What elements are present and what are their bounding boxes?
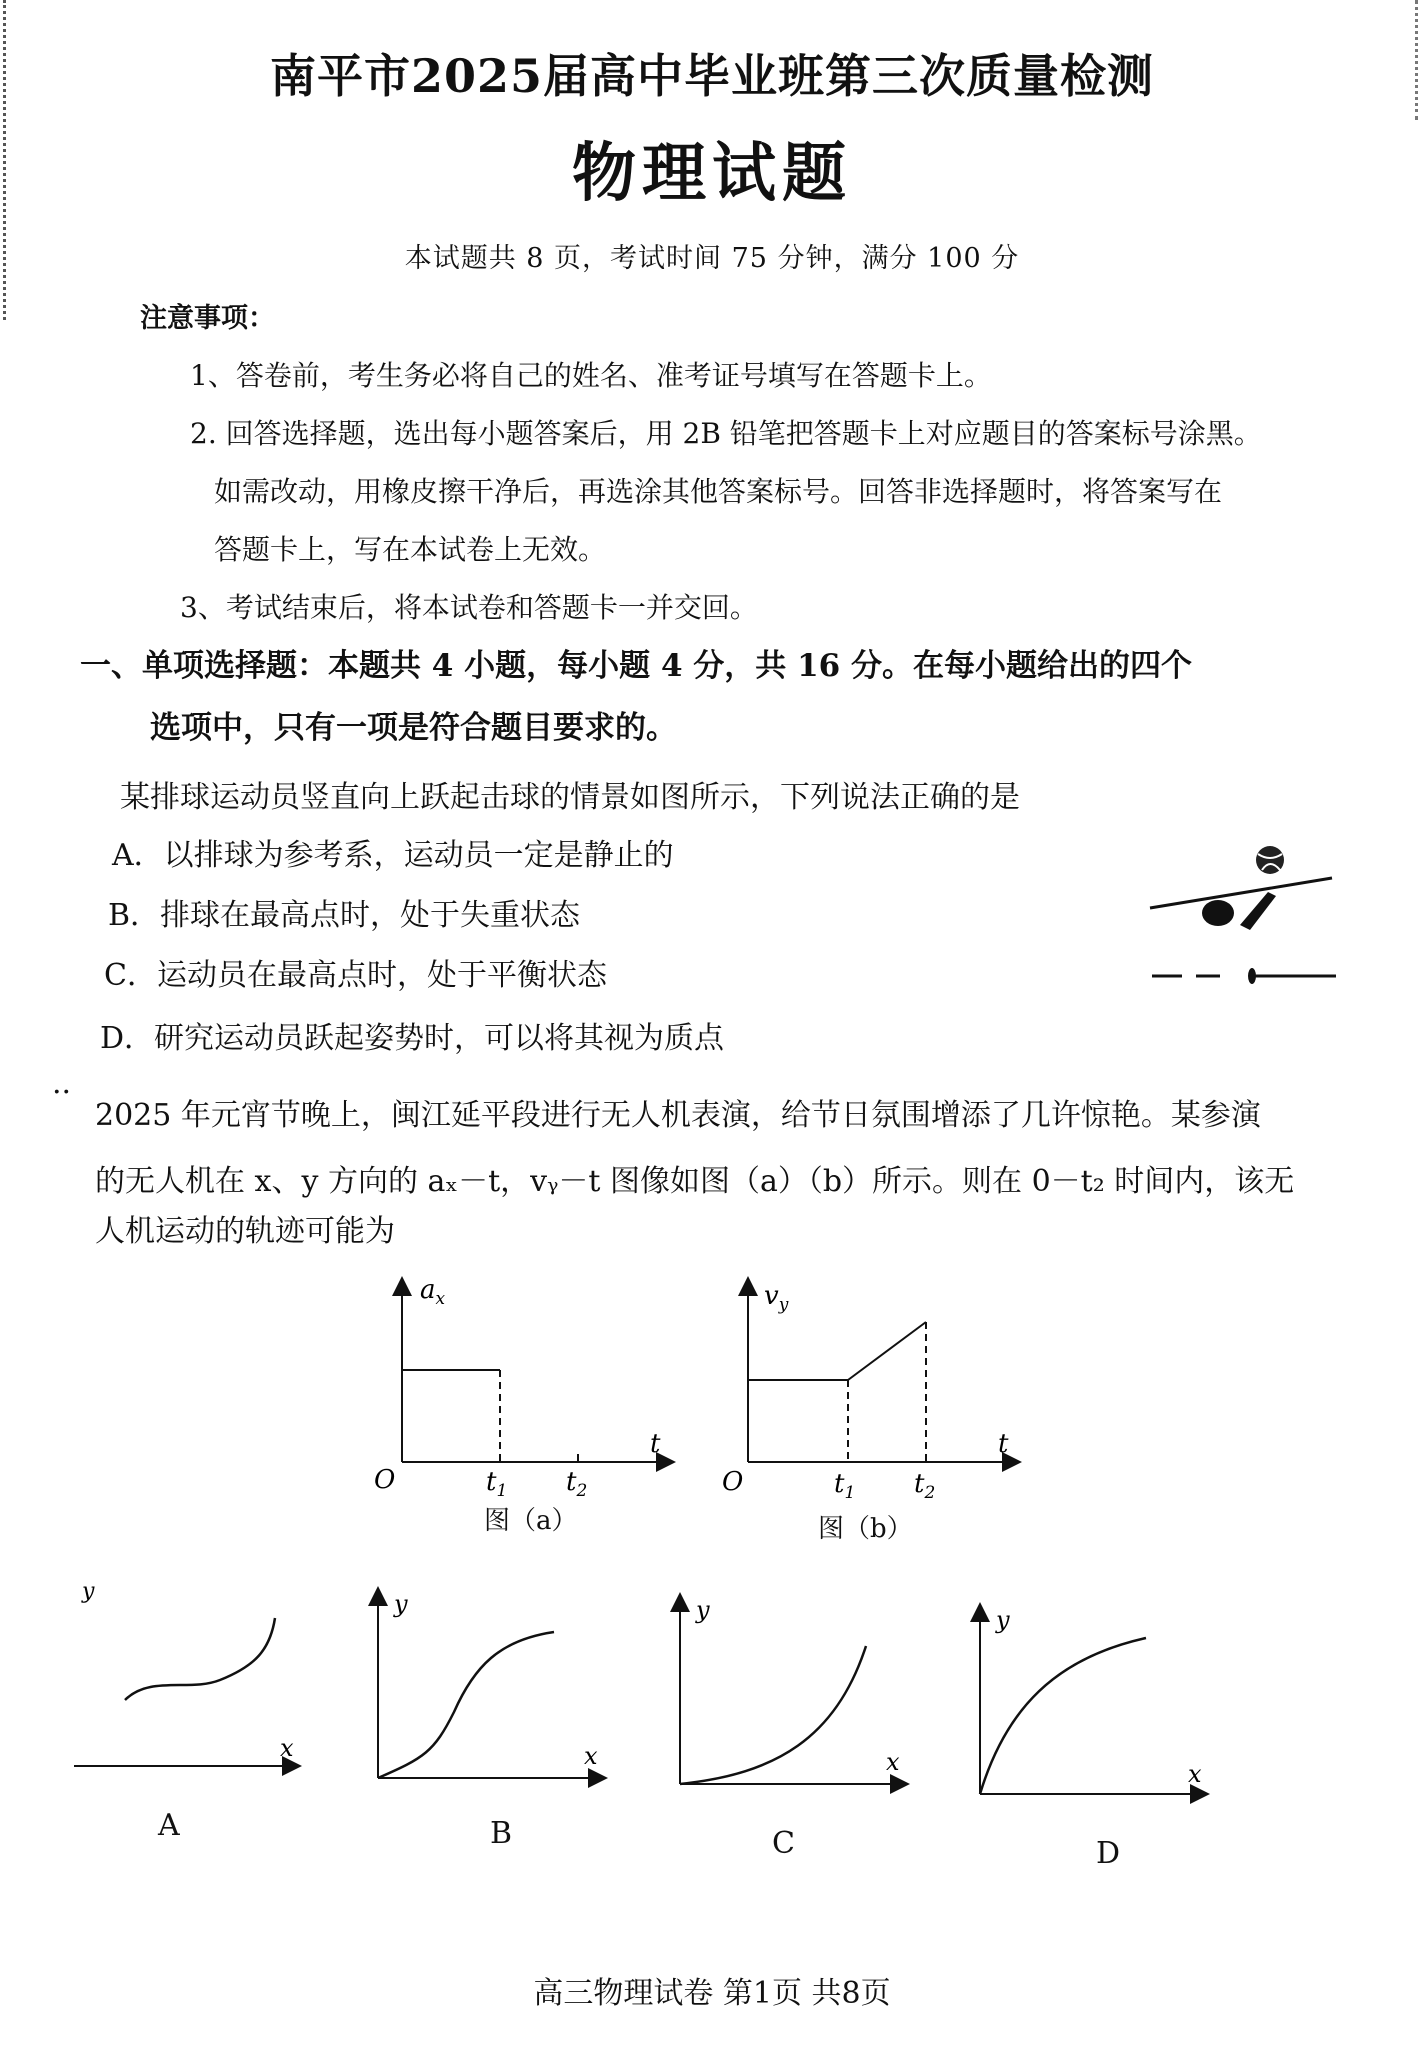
- y-axis-label: y: [696, 1596, 710, 1624]
- t1-label: $t_1$: [486, 1467, 508, 1501]
- q2-number-dots: ..: [52, 1066, 72, 1101]
- t2-label: $t_2$: [914, 1469, 936, 1503]
- trajectory-curve: [980, 1638, 1146, 1794]
- page-footer: 高三物理试卷 第1页 共8页: [533, 1976, 891, 2011]
- y-axis-label: y: [394, 1590, 408, 1618]
- origin-label: O: [722, 1467, 744, 1497]
- note-item: 2. 回答选择题，选出每小题答案后，用 2B 铅笔把答题卡上对应题目的答案标号涂黑。: [190, 417, 1262, 450]
- origin-label: O: [374, 1465, 396, 1495]
- player-foot: [1248, 968, 1256, 984]
- t2-label: $t_2$: [566, 1467, 588, 1501]
- choice-b-graph: [364, 1582, 614, 1792]
- exam-info: 本试题共 8 页，考试时间 75 分钟，满分 100 分: [404, 243, 1020, 274]
- choice-d-label: D: [1096, 1836, 1121, 1871]
- choice-d-graph: [966, 1598, 1216, 1808]
- y-axis-label: y: [82, 1579, 95, 1604]
- x-axis-label: t: [650, 1429, 661, 1459]
- trajectory-curve: [680, 1646, 866, 1784]
- trajectory-curve: [378, 1632, 554, 1778]
- figure-a-caption: 图（a）: [484, 1506, 578, 1536]
- section-heading-line1: 一、单项选择题：本题共 4 小题，每小题 4 分，共 16 分。在每小题给出的四个: [80, 648, 1193, 684]
- choice-c-label: C: [772, 1826, 795, 1861]
- figure-b-caption: 图（b）: [818, 1514, 913, 1544]
- figure-b-graph: [716, 1270, 1036, 1503]
- subject-title: 物理试题: [572, 136, 852, 211]
- net-line: [1150, 878, 1332, 908]
- section-heading-line2: 选项中，只有一项是符合题目要求的。: [150, 710, 677, 746]
- q1-option-d: D．研究运动员跃起姿势时，可以将其视为质点: [100, 1021, 725, 1056]
- note-item: 3、考试结束后，将本试卷和答题卡一并交回。: [180, 591, 758, 624]
- vy-increasing-segment: [848, 1322, 926, 1380]
- note-item: 答题卡上，写在本试卷上无效。: [214, 533, 607, 566]
- q1-stem: 某排球运动员竖直向上跃起击球的情景如图所示，下列说法正确的是: [120, 780, 1020, 815]
- q2-stem-line3: 人机运动的轨迹可能为: [95, 1214, 395, 1249]
- player-head: [1202, 900, 1234, 926]
- trajectory-curve: [125, 1618, 275, 1700]
- q1-option-a: A．以排球为参考系，运动员一定是静止的: [112, 838, 674, 873]
- x-axis-label: t: [998, 1429, 1009, 1459]
- volleyball-figure: [1140, 840, 1340, 1000]
- x-axis-label: x: [886, 1748, 900, 1776]
- x-axis-label: x: [280, 1734, 294, 1762]
- choice-c-graph: [666, 1588, 916, 1798]
- choice-a-label: A: [158, 1808, 180, 1843]
- choice-a-graph: [70, 1580, 310, 1780]
- x-axis-label: x: [584, 1742, 598, 1770]
- y-axis-label: $v_y$: [764, 1281, 789, 1315]
- q2-stem-line2: 的无人机在 x、y 方向的 aₓ－t，vᵧ－t 图像如图（a）（b）所示。则在 0－t₂ 时间内，该无: [95, 1164, 1295, 1199]
- choice-b-label: B: [490, 1816, 513, 1851]
- q1-option-c: C．运动员在最高点时，处于平衡状态: [104, 958, 607, 993]
- exam-title: 南平市2025届高中毕业班第三次质量检测: [269, 49, 1155, 103]
- y-axis-label: $a_x$: [420, 1275, 446, 1309]
- x-axis-label: x: [1188, 1760, 1202, 1788]
- q1-option-b: B．排球在最高点时，处于失重状态: [108, 898, 581, 933]
- note-item: 如需改动，用橡皮擦干净后，再选涂其他答案标号。回答非选择题时，将答案写在: [214, 475, 1223, 508]
- q2-stem-line1: 2025 年元宵节晚上，闽江延平段进行无人机表演，给节日氛围增添了几许惊艳。某参演: [95, 1098, 1261, 1133]
- notes-heading: 注意事项：: [140, 303, 275, 334]
- t1-label: $t_1$: [834, 1469, 856, 1503]
- note-item: 1、答卷前，考生务必将自己的姓名、准考证号填写在答题卡上。: [190, 359, 992, 392]
- player-arm: [1240, 892, 1276, 930]
- y-axis-label: y: [996, 1606, 1010, 1634]
- figure-a-graph: [370, 1270, 690, 1501]
